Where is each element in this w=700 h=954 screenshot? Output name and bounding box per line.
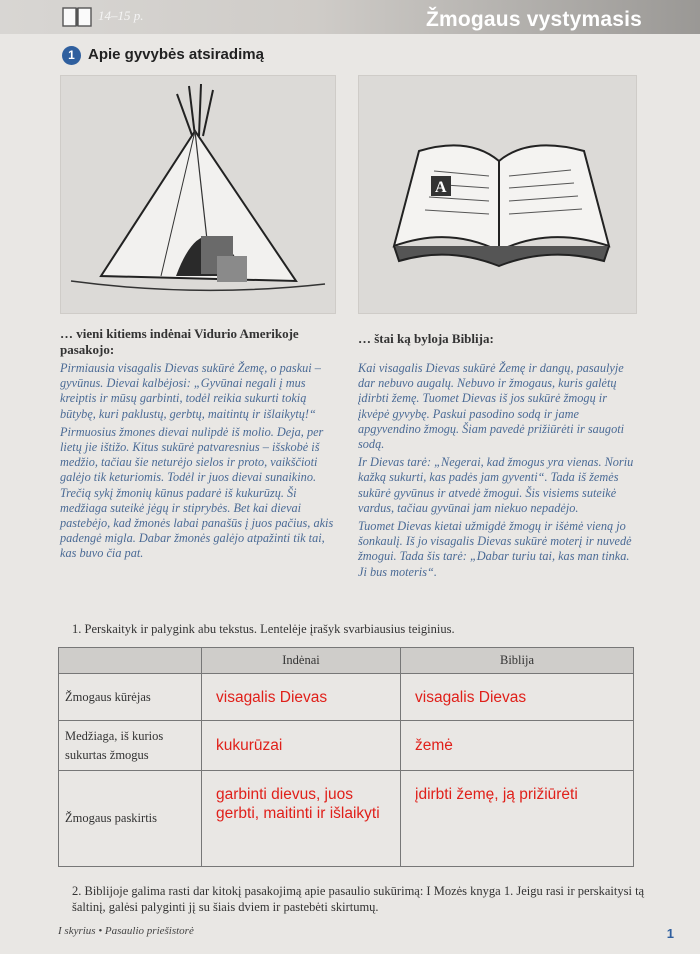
left-story-paragraph: Pirmiausia visagalis Dievas sukūrė Žemę, o paskui – gyvūnus. Dievai kalbėjosi: „Gyvūnai negali į mus kreiptis ir mūsų garbinti, todėl reikia sukurti tokią būtybę, kuri paklustų, gerbtų, maitintų ir išlaikytų!“ bbox=[60, 361, 321, 421]
table-header-empty bbox=[59, 648, 202, 674]
answer-cell-biblija[interactable]: žemė bbox=[401, 721, 634, 771]
table-row bbox=[59, 721, 634, 771]
right-story-paragraph: Tuomet Dievas kietai užmigdė žmogų ir išėmė vieną jo šonkaulį. Iš jo visagalis Dievas sukūrė moterį ir nuvedė žmogui. Tada šis tarė: „Dabar turiu tai, kas man tinka. Ji bus moteris“. bbox=[358, 519, 632, 579]
chapter-title: Žmogaus vystymasis bbox=[425, 8, 642, 31]
table-header-biblija: Biblija bbox=[401, 648, 634, 674]
table-header-row bbox=[59, 648, 634, 674]
comparison-table bbox=[58, 647, 634, 867]
left-column-heading: … vieni kitiems indėnai Vidurio Amerikoje pasakojo: bbox=[60, 326, 299, 357]
pages-reference: 14–15 p. bbox=[98, 8, 144, 23]
teepee-drawing bbox=[61, 76, 335, 313]
right-story-paragraph: Ir Dievas tarė: „Negerai, kad žmogus yra vienas. Noriu kažką sukurti, kas padės jam gyventi“. Tada iš žemės sukūrė gyvūnus ir atvedė žmogui. Šis visiems suteikė vardus, tačiau gyvūnai jam niekuo nepadėjo. bbox=[358, 455, 634, 515]
row-label: Žmogaus kūrėjas bbox=[59, 674, 202, 721]
open-bible-illustration bbox=[358, 75, 637, 314]
section-number-badge: 1 bbox=[62, 46, 81, 65]
svg-text:A: A bbox=[435, 179, 447, 196]
left-story bbox=[60, 361, 340, 562]
row-label: Medžiaga, iš kurios sukurtas žmogus bbox=[59, 721, 202, 771]
teepee-illustration bbox=[60, 75, 336, 314]
right-story-paragraph: Kai visagalis Dievas sukūrė Žemę ir dangų, pasaulyje dar nebuvo augalų. Nebuvo ir žmogaus, kuris galėtų įdirbti žemę. Tuomet Dievas iš jos sukūrė žmogų ir įkvėpė gyvybę. Paskui pasodino sodą ir jame apgyvendino žmogų. Šiam pavedė prižiūrėti ir saugoti sodą. bbox=[358, 361, 625, 452]
header-bar bbox=[0, 0, 700, 34]
book-icon bbox=[62, 6, 92, 28]
answer-cell-indenai[interactable]: kukurūzai bbox=[202, 721, 401, 771]
answer-cell-biblija[interactable]: visagalis Dievas bbox=[401, 674, 634, 721]
right-column-heading: … štai ką byloja Biblija: bbox=[358, 331, 494, 346]
table-row bbox=[59, 771, 634, 867]
page-number: 1 bbox=[666, 926, 674, 941]
task-2-instructions: 2. Biblijoje galima rasti dar kitokį pasakojimą apie pasaulio sukūrimą: I Mozės knyga 1. Jeigu rasi ir perskaitysi tą šaltinį, galėsi palyginti jį su šiais dviem ir pastebėti skirtumų. bbox=[72, 884, 645, 914]
table-row bbox=[59, 674, 634, 721]
bible-drawing bbox=[359, 76, 636, 313]
answer-cell-indenai[interactable]: garbinti dievus, juos gerbti, maitinti ir išlaikyti bbox=[202, 771, 401, 867]
task-1-instructions: 1. Perskaityk ir palygink abu tekstus. Lentelėje įrašyk svarbiausius teiginius. bbox=[72, 622, 455, 636]
answer-cell-indenai[interactable]: visagalis Dievas bbox=[202, 674, 401, 721]
footer-chapter-label: I skyrius • Pasaulio priešistorė bbox=[58, 925, 194, 937]
row-label: Žmogaus paskirtis bbox=[59, 771, 202, 867]
answer-cell-biblija[interactable]: įdirbti žemę, ją prižiūrėti bbox=[401, 771, 634, 867]
table-header-indenai: Indėnai bbox=[202, 648, 401, 674]
right-story bbox=[358, 361, 638, 580]
left-story-paragraph: Pirmuosius žmones dievai nulipdė iš molio. Deja, per lietų jie ištižo. Kitus sukūrė patvaresnius – išskobė iš medžio, tačiau šie neturėjo sielos ir proto, vaikščioti galėjo tik keturiomis. Todėl ir juos dievai sunaikino. Trečią sykį žmonių kūnus padarė iš kukurūzų. Ši medžiaga suteikė jėgų ir stiprybės. Bet kai dievai pastebėjo, kad žmonės labai panašūs į juos pačius, akis padengė migla. Dabar žmonės galėjo atpažinti tik tai, kas buvo čia pat. bbox=[60, 424, 334, 561]
section-title: Apie gyvybės atsiradimą bbox=[88, 46, 264, 63]
